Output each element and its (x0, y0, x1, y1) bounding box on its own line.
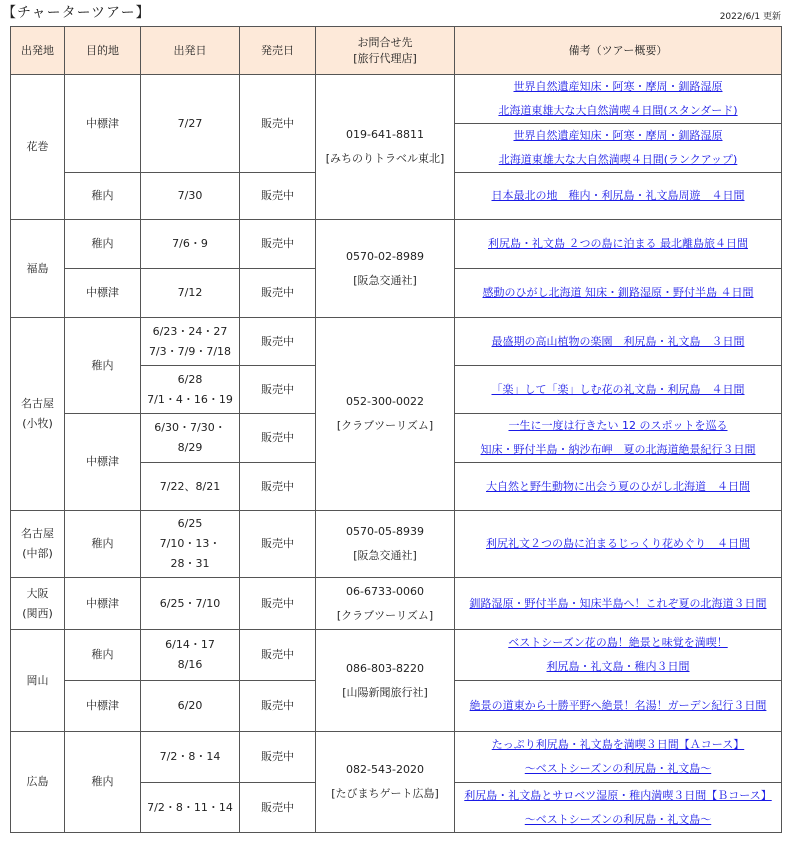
table-row (11, 630, 782, 681)
tour-link-line (457, 378, 779, 402)
header-contact-line1: お問合せ先 (357, 35, 413, 49)
origin-name: 福島 (26, 261, 49, 275)
tour-link[interactable]: 利尻礼文２つの島に泊まるじっくり花めぐり ４日間 (486, 537, 750, 550)
departure-cell (141, 463, 240, 511)
header-contact-line2: [旅行代理店] (353, 51, 417, 65)
departure-date: 7/30 (177, 189, 203, 202)
sale-status-cell: 販売中 (240, 75, 316, 173)
departure-date: 7/27 (177, 116, 203, 130)
departure-date: 6/25・7/10 (159, 596, 221, 610)
sale-status-cell: 販売中 (240, 414, 316, 463)
tour-overview-cell (455, 463, 782, 511)
destination-cell: 中標津 (65, 269, 141, 318)
departure-date: 6/14・17 (165, 638, 215, 651)
tour-link[interactable]: 感動のひがし北海道 知床・釧路湿原・野付半島 ４日間 (482, 286, 754, 299)
destination-cell: 稚内 (65, 732, 141, 833)
departure-date: 6/30・7/30・ (154, 421, 226, 434)
contact-agency: [みちのりトラベル東北] (325, 152, 445, 165)
departure-cell (141, 173, 240, 220)
tour-link[interactable]: 一生に一度は行きたい 12 のスポットを巡る (508, 419, 728, 432)
departure-cell (141, 511, 240, 578)
destination-cell: 中標津 (65, 681, 141, 732)
origin-cell (11, 511, 65, 578)
tour-link[interactable]: 世界自然遺産知床・阿寒・摩周・釧路湿原 (513, 129, 723, 142)
origin-name: 岡山 (26, 673, 49, 687)
tour-link-line (457, 784, 779, 808)
tour-overview-cell (455, 783, 782, 833)
contact-agency: [阪急交通社] (353, 549, 417, 562)
table-row (11, 220, 782, 269)
tour-link-line (457, 99, 779, 123)
tour-link[interactable]: 「楽」して「楽」しむ花の礼文島・利尻島 ４日間 (491, 382, 745, 396)
origin-name: 広島 (26, 775, 49, 788)
tour-link-line (457, 694, 779, 718)
tour-link-line (457, 592, 779, 616)
departure-date: 7/1・4・16・19 (147, 392, 233, 406)
contact-phone: 052-300-0022 (346, 395, 424, 408)
charter-tour-table (10, 26, 782, 833)
sale-status-cell: 販売中 (240, 220, 316, 269)
departure-date: 7/2・8・11・14 (147, 800, 233, 814)
tour-link-line (457, 532, 779, 556)
tour-link[interactable]: 世界自然遺産知床・阿寒・摩周・釧路湿原 (513, 80, 723, 93)
table-row (11, 75, 782, 124)
departure-date: 28・31 (170, 557, 210, 570)
tour-overview-cell (455, 578, 782, 630)
tour-link-line (457, 75, 779, 99)
contact-cell (316, 630, 455, 732)
tour-link[interactable]: 日本最北の地 稚内・利尻島・礼文島周遊 ４日間 (491, 189, 745, 202)
contact-phone: 082-543-2020 (346, 763, 424, 776)
sale-status-cell: 販売中 (240, 318, 316, 366)
contact-agency: [クラブツーリズム] (336, 608, 434, 622)
tour-overview-cell (455, 269, 782, 318)
contact-cell (316, 578, 455, 630)
departure-cell (141, 220, 240, 269)
tour-overview-cell (455, 681, 782, 732)
tour-overview-cell (455, 630, 782, 681)
header-notes: 備考（ツアー概要） (455, 27, 782, 75)
destination-cell: 中標津 (65, 578, 141, 630)
tour-link[interactable]: 利尻島・礼文島とサロベツ湿原・稚内満喫３日間【Ｂコース】 (464, 788, 772, 802)
departure-cell (141, 783, 240, 833)
departure-cell (141, 630, 240, 681)
tour-link[interactable]: 北海道東雄大な大自然満喫４日間(ランクアップ) (498, 153, 738, 166)
destination-cell: 稚内 (65, 630, 141, 681)
departure-date: 7/2・8・14 (159, 750, 221, 763)
sale-status-cell: 販売中 (240, 463, 316, 511)
destination-cell: 稚内 (65, 220, 141, 269)
departure-cell (141, 318, 240, 366)
tour-overview-cell (455, 220, 782, 269)
sale-status-cell: 販売中 (240, 173, 316, 220)
tour-overview-cell (455, 124, 782, 173)
tour-link-line (457, 757, 779, 781)
tour-overview-cell (455, 414, 782, 463)
origin-cell (11, 630, 65, 732)
destination-cell: 稚内 (65, 511, 141, 578)
departure-date: 6/28 (177, 372, 203, 386)
sale-status-cell: 販売中 (240, 366, 316, 414)
tour-link[interactable]: 大自然と野生動物に出会う夏のひがし北海道 ４日間 (486, 479, 750, 493)
tour-link[interactable]: ～ベストシーズンの利尻島・礼文島～ (524, 762, 712, 775)
tour-link-line (457, 631, 779, 655)
tour-link-line (457, 281, 779, 305)
updated-date: 2022/6/1 更新 (719, 12, 781, 22)
tour-link-line (457, 232, 779, 256)
tour-link[interactable]: 北海道東雄大な大自然満喫４日間(スタンダード) (498, 104, 738, 117)
tour-overview-cell (455, 366, 782, 414)
sale-status-cell: 販売中 (240, 783, 316, 833)
tour-link[interactable]: ～ベストシーズンの利尻島・礼文島～ (524, 812, 712, 826)
departure-cell (141, 75, 240, 173)
tour-link-line (457, 808, 779, 832)
departure-date: 6/23・24・27 (152, 324, 228, 338)
departure-date: 7/10・13・ (159, 537, 221, 550)
sale-status-cell: 販売中 (240, 681, 316, 732)
page-title: 【チャーターツアー】 (2, 5, 151, 21)
sale-status-cell: 販売中 (240, 630, 316, 681)
contact-cell (316, 75, 455, 220)
departure-cell (141, 681, 240, 732)
contact-agency: [クラブツーリズム] (336, 419, 434, 432)
contact-cell (316, 732, 455, 833)
sale-status-cell: 販売中 (240, 578, 316, 630)
departure-date: 7/12 (177, 286, 203, 299)
destination-cell: 中標津 (65, 414, 141, 511)
tour-link[interactable]: 知床・野付半島・納沙布岬 夏の北海道絶景紀行３日間 (480, 443, 756, 456)
tour-link[interactable]: ベストシーズン花の島！絶景と味覚を満喫！ (508, 636, 728, 649)
departure-cell (141, 414, 240, 463)
table-row (11, 578, 782, 630)
tour-link[interactable]: 釧路湿原・野付半島・知床半島へ！これぞ夏の北海道３日間 (469, 596, 767, 610)
tour-link-line (457, 475, 779, 499)
destination-cell: 中標津 (65, 75, 141, 173)
departure-date: 6/25 (177, 517, 203, 530)
departure-cell (141, 732, 240, 783)
tour-link-line (457, 184, 779, 208)
destination-cell: 稚内 (65, 173, 141, 220)
origin-cell (11, 578, 65, 630)
tour-link[interactable]: たっぷり利尻島・礼文島を満喫３日間【Ａコース】 (491, 738, 745, 751)
origin-cell (11, 75, 65, 220)
sale-status-cell: 販売中 (240, 732, 316, 783)
tour-overview-cell (455, 173, 782, 220)
destination-cell: 稚内 (65, 318, 141, 414)
tour-link-line (457, 655, 779, 679)
contact-cell (316, 318, 455, 511)
tour-link-line (457, 438, 779, 462)
origin-name: (中部) (22, 547, 53, 560)
departure-date: 6/20 (177, 699, 203, 712)
tour-overview-cell (455, 732, 782, 783)
departure-date: 7/22、8/21 (159, 479, 221, 493)
tour-link-line (457, 414, 779, 438)
contact-phone: 06-6733-0060 (346, 584, 424, 598)
departure-cell (141, 269, 240, 318)
header-contact (316, 27, 455, 75)
contact-agency: [山陽新聞旅行社] (342, 685, 428, 699)
origin-cell (11, 318, 65, 511)
departure-cell (141, 578, 240, 630)
departure-date: 8/29 (177, 441, 203, 454)
header-destination: 目的地 (65, 27, 141, 75)
table-row (11, 318, 782, 366)
contact-cell (316, 220, 455, 318)
table-header-row (11, 27, 782, 75)
origin-name: 花巻 (26, 140, 49, 153)
tour-link[interactable]: 最盛期の高山植物の楽園 利尻島・礼文島 ３日間 (491, 334, 745, 348)
header-departure: 出発日 (141, 27, 240, 75)
tour-overview-cell (455, 75, 782, 124)
contact-agency: [阪急交通社] (353, 273, 417, 287)
header-sale: 発売日 (240, 27, 316, 75)
tour-overview-cell (455, 318, 782, 366)
sale-status-cell: 販売中 (240, 511, 316, 578)
origin-name: (小牧) (22, 417, 53, 430)
departure-date: 7/3・7/9・7/18 (148, 344, 232, 358)
header-origin: 出発地 (11, 27, 65, 75)
origin-name: 名古屋 (21, 527, 54, 540)
tour-link-line (457, 733, 779, 757)
origin-name: 大阪 (26, 586, 49, 600)
departure-cell (141, 366, 240, 414)
contact-phone: 0570-05-8939 (346, 525, 424, 538)
table-row (11, 511, 782, 578)
origin-name: 名古屋 (21, 397, 54, 410)
departure-date: 8/16 (177, 658, 203, 671)
tour-link-line (457, 330, 779, 354)
tour-link[interactable]: 利尻島・礼文島 ２つの島に泊まる 最北離島旅４日間 (488, 237, 748, 250)
contact-agency: [たびまちゲート広島] (331, 787, 439, 800)
contact-cell (316, 511, 455, 578)
sale-status-cell: 販売中 (240, 269, 316, 318)
contact-phone: 0570-02-8989 (346, 249, 424, 263)
contact-phone: 086-803-8220 (346, 661, 424, 675)
origin-cell (11, 732, 65, 833)
tour-overview-cell (455, 511, 782, 578)
origin-name: (関西) (22, 606, 53, 620)
departure-date: 7/6・9 (172, 237, 208, 250)
tour-link-line (457, 124, 779, 148)
tour-link[interactable]: 絶景の道東から十勝平野へ絶景！名湯！ガーデン紀行３日間 (469, 699, 767, 712)
contact-phone: 019-641-8811 (346, 128, 424, 141)
tour-link[interactable]: 利尻島・礼文島・稚内３日間 (546, 660, 690, 673)
origin-cell (11, 220, 65, 318)
tour-link-line (457, 148, 779, 172)
table-row (11, 732, 782, 783)
